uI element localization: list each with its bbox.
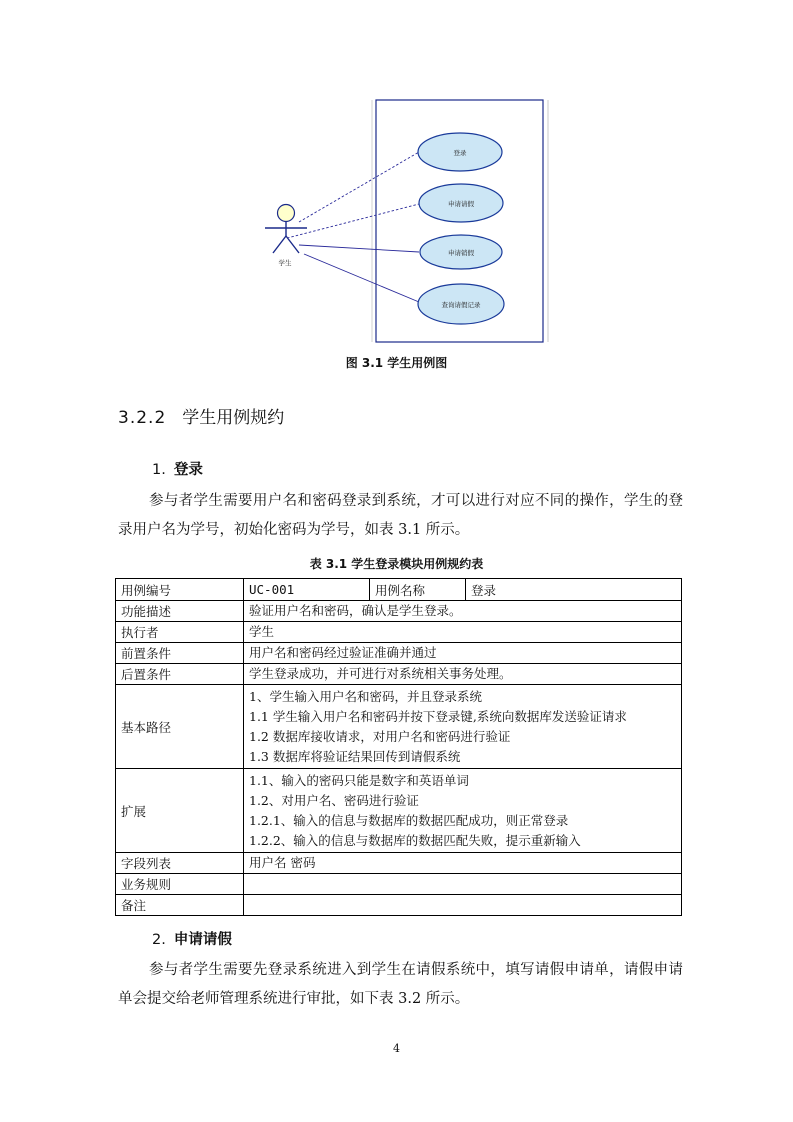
row-value xyxy=(244,895,682,916)
row-line: 1、学生输入用户名和密码，并且登录系统 xyxy=(249,688,482,704)
row-value xyxy=(244,643,682,664)
table-row xyxy=(116,622,682,643)
association-line xyxy=(299,152,419,222)
use-case-query-records xyxy=(418,284,504,324)
use-case-cancel-leave xyxy=(420,235,502,269)
subheading-number: 1. xyxy=(152,462,166,478)
associations xyxy=(287,152,419,302)
row-line: 1.2.2、输入的信息与数据库的数据匹配失败，提示重新输入 xyxy=(249,832,581,848)
row-value xyxy=(244,601,682,622)
use-case-label: 登录 xyxy=(453,149,467,157)
row-label: 后置条件 xyxy=(116,664,244,685)
table-row xyxy=(116,853,682,874)
row-value xyxy=(244,664,682,685)
table-row xyxy=(116,895,682,916)
row-line xyxy=(249,895,676,915)
subheading-title: 申请请假 xyxy=(173,932,232,948)
association-line xyxy=(304,254,419,302)
section-number: 3.2.2 xyxy=(118,408,167,428)
table-row xyxy=(116,685,682,769)
row-value xyxy=(244,685,682,769)
use-case-spec-table xyxy=(115,578,682,916)
section-title: 学生用例规约 xyxy=(182,408,285,428)
row-line: 用户名和密码经过验证准确并通过 xyxy=(249,645,437,660)
row-label: 备注 xyxy=(116,895,244,916)
paragraph-apply-leave: 参与者学生需要先登录系统进入到学生在请假系统中，填写请假申请单，请假申请单会提交给老师管理系统进行审批，如下表 3.2 所示。 xyxy=(118,962,683,1007)
use-case-id-value: UC-001 xyxy=(244,579,370,601)
table-row xyxy=(116,769,682,853)
row-label: 业务规则 xyxy=(116,874,244,895)
use-case-label: 申请请假 xyxy=(448,200,474,208)
row-line xyxy=(249,874,676,894)
row-line: 1.3 数据库将验证结果回传到请假系统 xyxy=(249,748,461,764)
student-actor xyxy=(265,205,307,254)
row-line: 1.2 数据库接收请求，对用户名和密码进行验证 xyxy=(249,728,511,744)
row-line: 用户名 密码 xyxy=(249,855,316,870)
row-value xyxy=(244,874,682,895)
page-number: 4 xyxy=(393,1042,400,1055)
row-line: 学生 xyxy=(249,624,275,639)
table-row xyxy=(116,643,682,664)
figure-caption: 图 3.1 学生用例图 xyxy=(345,356,448,370)
row-label: 扩展 xyxy=(116,769,244,853)
subheading-number: 2. xyxy=(152,932,166,948)
association-line xyxy=(287,204,419,238)
use-case-name-value: 登录 xyxy=(466,579,682,601)
row-label: 前置条件 xyxy=(116,643,244,664)
student-use-case-diagram xyxy=(255,95,555,350)
row-line: 1.2、对用户名、密码进行验证 xyxy=(249,792,419,808)
row-line: 验证用户名和密码，确认是学生登录。 xyxy=(249,603,462,618)
section-heading xyxy=(118,403,284,428)
use-case-name-label: 用例名称 xyxy=(370,579,466,601)
table-row xyxy=(116,874,682,895)
row-label: 字段列表 xyxy=(116,853,244,874)
subheading-login xyxy=(152,458,203,479)
row-line: 1.2.1、输入的信息与数据库的数据匹配成功，则正常登录 xyxy=(249,812,569,828)
actor-label: 学生 xyxy=(278,259,292,267)
table-row xyxy=(116,601,682,622)
association-line xyxy=(299,245,419,252)
row-line: 1.1 学生输入用户名和密码并按下登录键,系统向数据库发送验证请求 xyxy=(249,708,627,724)
use-case-login xyxy=(418,133,502,171)
row-value xyxy=(244,853,682,874)
row-value xyxy=(244,622,682,643)
subheading-apply-leave xyxy=(152,928,232,949)
row-label: 基本路径 xyxy=(116,685,244,769)
use-case-label: 查询请假记录 xyxy=(441,301,481,309)
row-line: 学生登录成功，并可进行对系统相关事务处理。 xyxy=(249,666,512,681)
use-case-label: 申请销假 xyxy=(448,249,474,257)
row-line: 1.1、输入的密码只能是数字和英语单词 xyxy=(249,772,469,788)
row-label: 功能描述 xyxy=(116,601,244,622)
use-case-apply-leave xyxy=(419,184,503,222)
table-caption: 表 3.1 学生登录模块用例规约表 xyxy=(309,557,484,571)
paragraph-login: 参与者学生需要用户名和密码登录到系统，才可以进行对应不同的操作，学生的登录用户名为学号，初始化密码为学号，如表 3.1 所示。 xyxy=(118,493,683,538)
row-label: 执行者 xyxy=(116,622,244,643)
row-value xyxy=(244,769,682,853)
table-row xyxy=(116,664,682,685)
table-row xyxy=(116,579,682,601)
use-case-id-label: 用例编号 xyxy=(116,579,244,601)
subheading-title: 登录 xyxy=(173,462,203,478)
